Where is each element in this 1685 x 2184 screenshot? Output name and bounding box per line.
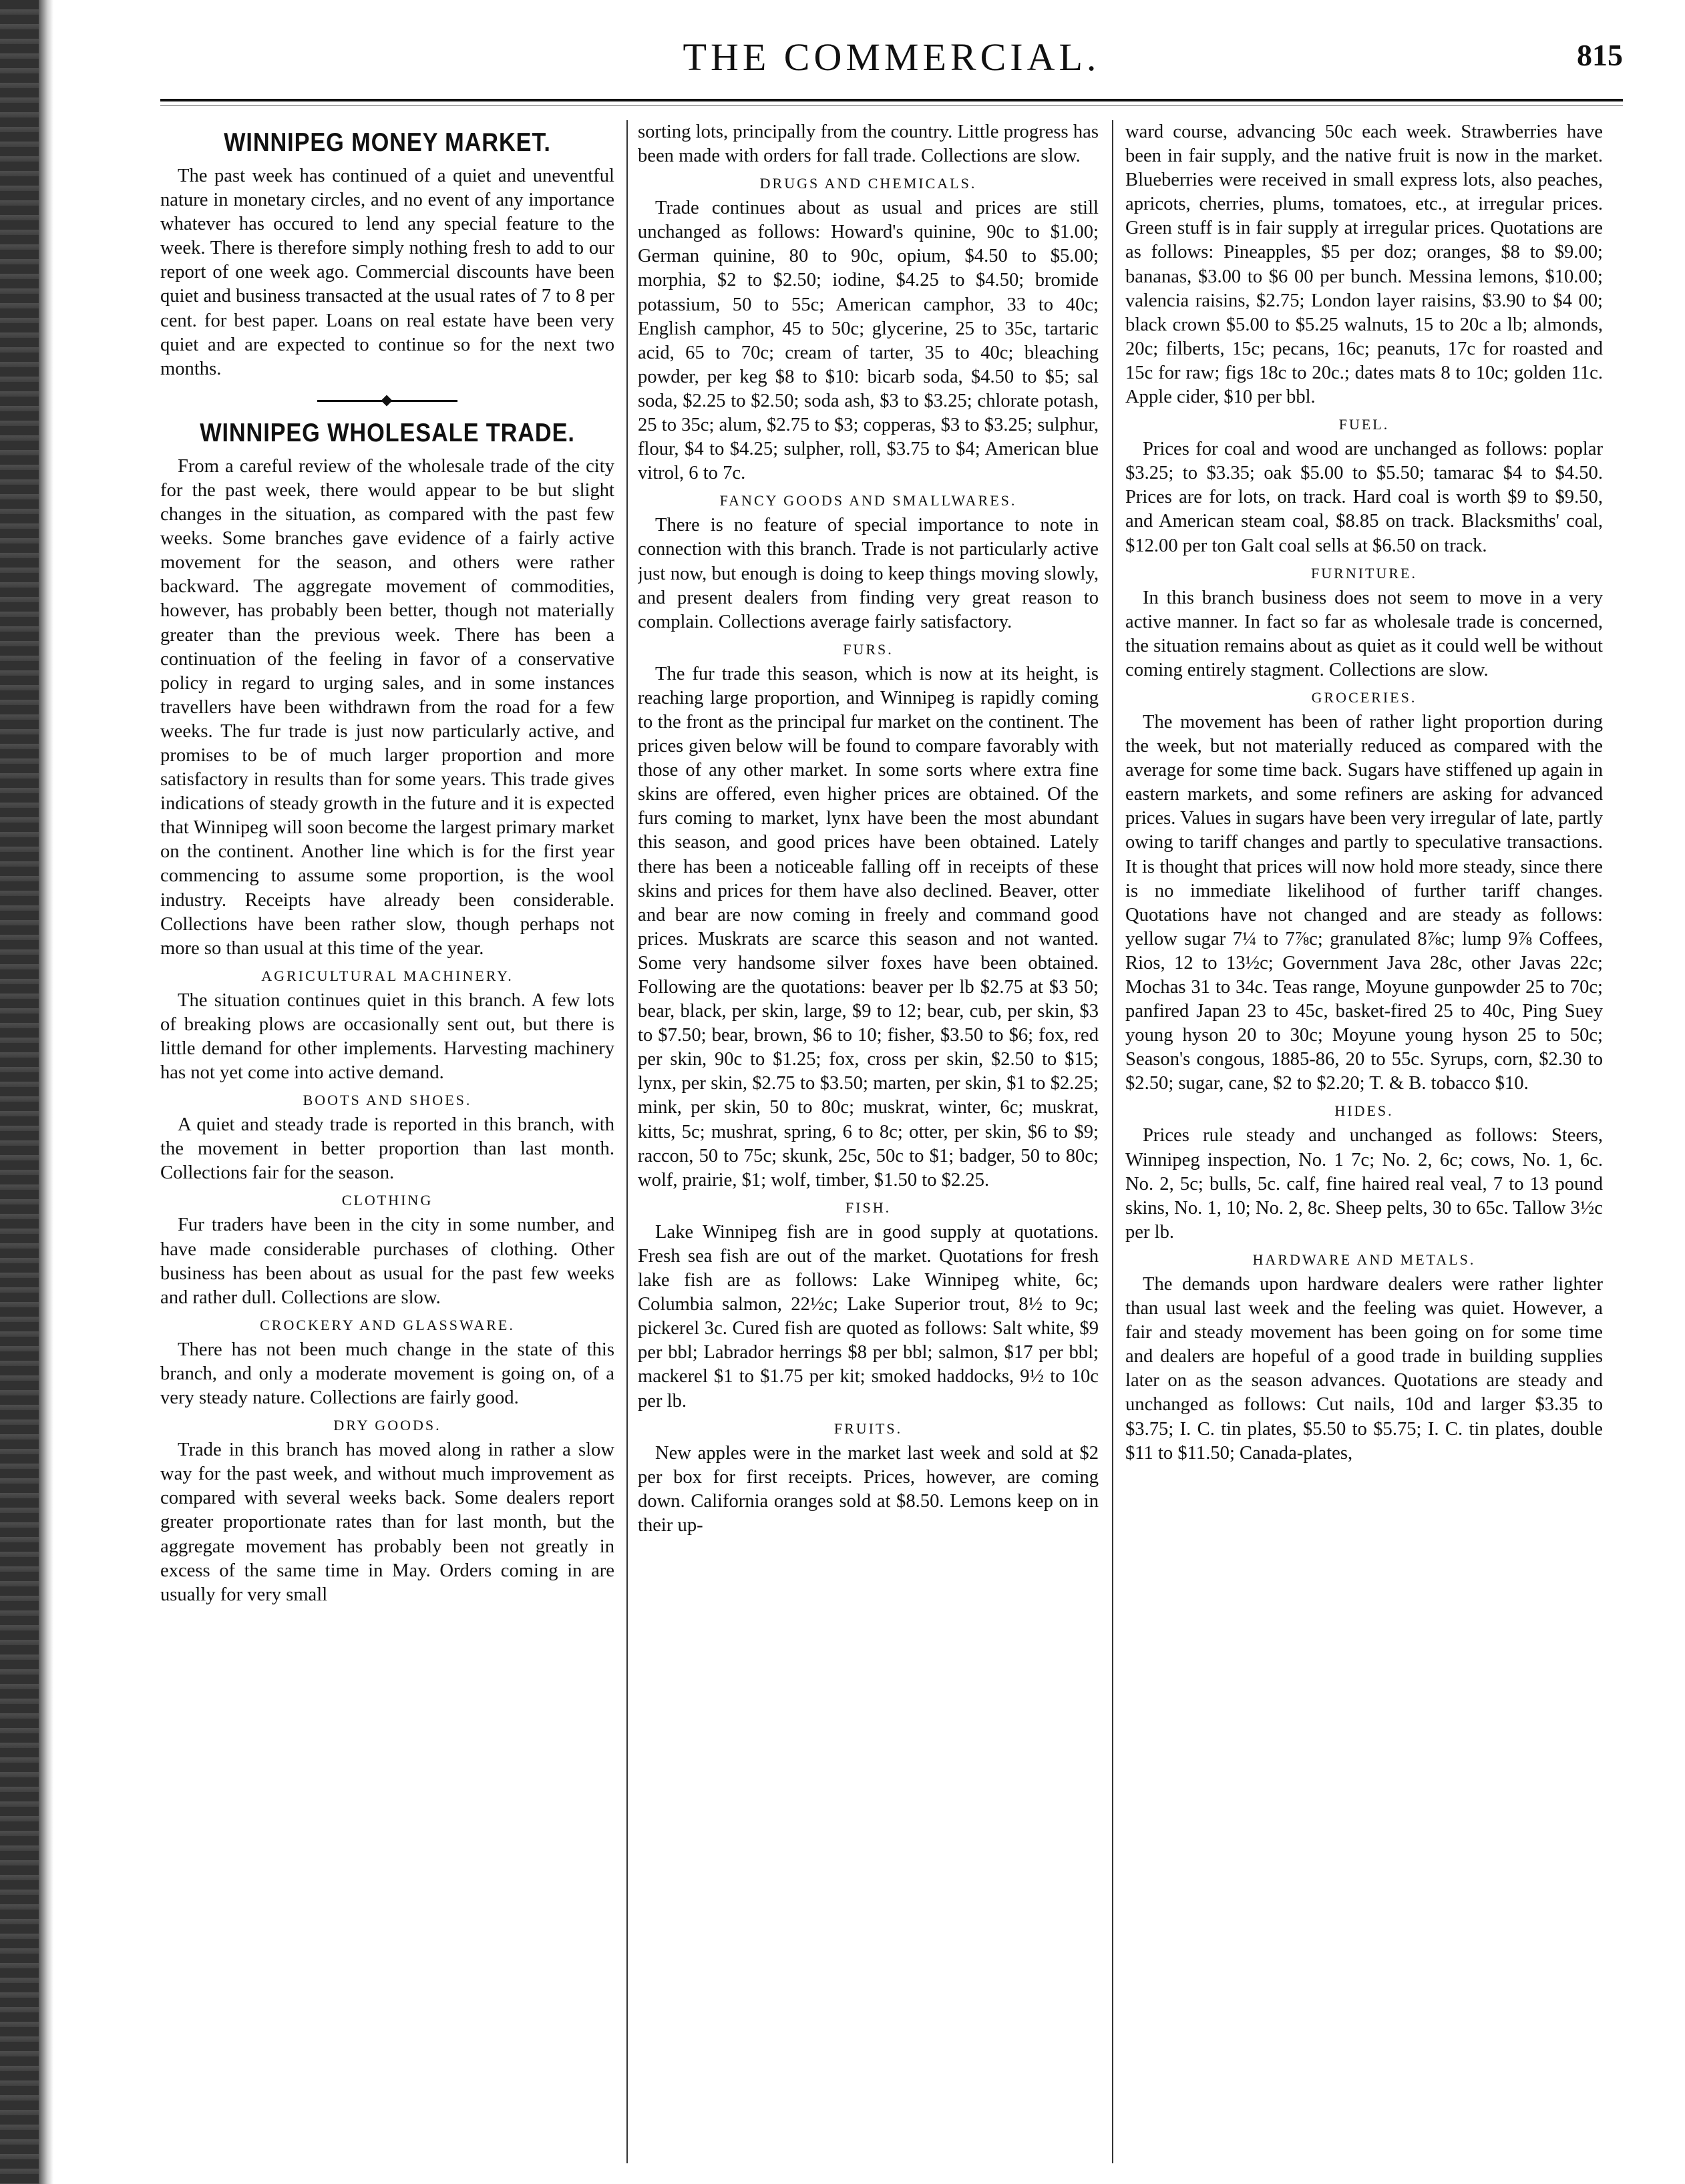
book-binding-edge bbox=[0, 0, 39, 2184]
publication-title: THE COMMERCIAL. bbox=[683, 35, 1101, 79]
column-divider-1 bbox=[626, 120, 628, 2163]
paragraph-dry-goods: Trade in this branch has moved along in rather a slow way for the past week, and without much improvement as compared with several weeks back. Some dealers report greater proportionate rates than for last month, but the aggregate movement has probably been not greatly in excess of the same time in May. Orders coming in are usually for very small bbox=[160, 1440, 614, 1605]
subheading-hides: HIDES. bbox=[1334, 1102, 1394, 1120]
paragraph-clothing: Fur traders have been in the city in some number, and have made considerable purchases of clothing. Other business has been about as usual for the past few weeks and rather dull. Collections are slow. bbox=[160, 1215, 614, 1308]
paragraph-money-market: The past week has continued of a quiet and uneventful nature in monetary circles, and no event of any importance whatever has occured to lend any special feature to the week. There is therefore simply nothing fresh to add to our report of one week ago. Commercial discounts have been quiet and business transacted at the usual rates of 7 to 8 per cent. for best paper. Loans on real estate have been very quiet and are expected to continue so for the next two months. bbox=[160, 166, 614, 379]
subheading-agricultural-machinery: AGRICULTURAL MACHINERY. bbox=[261, 967, 514, 984]
paragraph-groceries: The movement has been of rather light proportion during the week, but not materially reduced as compared with the average for some time back. Sugars have stiffened up again in eastern markets, and some refiners are asking for advanced prices. Values in sugars have been very irregular of late, partly owing to tariff changes and partly to speculative transactions. It is thought that prices will now hold more steady, since there is no immediate likelihood of further tariff changes. Quotations have not changed and are steady as follows: yellow sugar 7¼ to 7⅞c; granulated 8⅞c; lump 9⅞ Coffees, Rios, 12 to 13½c; Government Java 28c, other Javas 22c; Mochas 31 to 34c. Teas range, Moyune gunpowder 25 to 70c; panfired Japan 23 to 45c, basket-fired 25 to 40c, Ping Suey young hyson 20 to 30c; Moyune young hyson 25 to 50c; Season's congous, 1885-86, 20 to 55c. Syrups, corn, $2.30 to $2.50; sugar, cane, $2 to $2.20; T. & B. tobacco $10. bbox=[1125, 711, 1603, 1094]
subheading-fruits: FRUITS. bbox=[833, 1419, 903, 1437]
column-3 bbox=[1125, 120, 1603, 2163]
paragraph-hardware: The demands upon hardware dealers were rather lighter than usual last week and the feeling was quiet. However, a fair and steady movement has been going on for some time and dealers are hopeful of a good trade in building supplies later on as the season advances. Quotations are steady and unchanged as follows: Cut nails, 10d and larger $3.35 to $3.75; I. C. tin plates, $5.50 to $5.75; I. C. tin plates, double $11 to $11.50; Canada-plates, bbox=[1125, 1273, 1603, 1464]
paragraph-agricultural-machinery: The situation continues quiet in this branch. A few lots of breaking plows are occasionally sent out, but there is little demand for other implements. Harvesting machinery has not yet come into active demand. bbox=[160, 990, 614, 1084]
paragraph-boots-and-shoes: A quiet and steady trade is reported in this branch, with the movement in better proportion than last month. Collections fair for the season. bbox=[160, 1114, 614, 1184]
subheading-drugs: DRUGS AND CHEMICALS. bbox=[759, 175, 977, 192]
subheading-groceries: GROCERIES. bbox=[1311, 688, 1417, 706]
paragraph-drugs: Trade continues about as usual and prices are still unchanged as follows: Howard's quinine, 90c to $1.00; German quinine, 80 to 90c, opium, $4.50 to $5.00; morphia, $2 to $2.50; iodine, $4.25 to $4.50; bromide potassium, 50 to 55c; American camphor, 33 to 40c; English camphor, 45 to 50c; glycerine, 25 to 35c, tartaric acid, 65 to 70c; cream of tarter, 35 to 40c; bleaching powder, per keg $8 to $10: bicarb soda, $4.50 to $5; sal soda, $2.25 to $2.50; soda ash, $3 to $3.25; chlorate potash, 25 to 35c; alum, $2.75 to $3; copperas, $3 to $3.25; sulphur, flour, $4 to $4.25; sulpher, roll, $3.75 to $4; American blue vitrol, 6 to 7c. bbox=[638, 198, 1099, 484]
section-ornament bbox=[160, 393, 614, 405]
subheading-hardware: HARDWARE AND METALS. bbox=[1252, 1251, 1476, 1268]
subheading-clothing: CLOTHING bbox=[341, 1192, 433, 1209]
subheading-dry-goods: DRY GOODS. bbox=[333, 1417, 441, 1434]
paragraph-fruits-continued: ward course, advancing 50c each week. Strawberries have been in fair supply, and the native fruit is now in the market. Blueberries were received in small express lots, also peaches, apricots, cherries, plums, tomatoes, etc., at irregular prices. Green stuff is in fair supply at irregular prices. Quotations are as follows: Pineapples, $5 per doz; oranges, $8 to $9.00; bananas, $3.00 to $6 00 per bunch. Messina lemons, $10.00; valencia raisins, $2.75; London layer raisins, $3.90 to $4 00; black crown $5.00 to $5.25 walnuts, 15 to 20c a lb; almonds, 20c; filberts, 15c; pecans, 16c; peanuts, 17c for roasted and 15c for raw; figs 18c to 20c.; dates mats 8 to 10c; golden 11c. Apple cider, $10 per bbl. bbox=[1125, 122, 1603, 408]
header-rule-thin bbox=[160, 105, 1623, 106]
page-header bbox=[160, 35, 1623, 95]
subheading-fuel: FUEL. bbox=[1338, 416, 1390, 433]
paragraph-fancy-goods: There is no feature of special importance to note in connection with this branch. Trade is not particularly active just now, but enough is doing to keep things moving slowly, and present dealers from finding very great reason to complain. Collections average fairly satisfactory. bbox=[638, 515, 1099, 632]
subheading-furs: FURS. bbox=[843, 640, 894, 658]
paragraph-fruits: New apples were in the market last week and sold at $2 per box for first receipts. Prices, however, are coming down. California oranges sold at $8.50. Lemons keep on in their up- bbox=[638, 1442, 1099, 1536]
subheading-boots-and-shoes: BOOTS AND SHOES. bbox=[303, 1092, 472, 1109]
paragraph-hides: Prices rule steady and unchanged as follows: Steers, Winnipeg inspection, No. 1 7c; No. 2, 6c; cows, No. 1, 6c. No. 2, 5c; bulls, 5c. calf, fine haired real veal, 7 to 13 pound skins, No. 1, 10; No. 2, 8c. Sheep pelts, 30 to 65c. Tallow 3½c per lb. bbox=[1125, 1125, 1603, 1243]
subheading-fish: FISH. bbox=[845, 1198, 892, 1216]
paragraph-fish: Lake Winnipeg fish are in good supply at quotations. Fresh sea fish are out of the market. Quotations for fresh lake fish are as follows: Lake Winnipeg white, 6c; Columbia salmon, 22½c; Lake Superior trout, 8½ to 9c; pickerel 3c. Cured fish are quoted as follows: Salt white, $9 per bbl; Labrador herrings $8 per bbl; salmon, $17 per bbl; mackerel $1 to $1.75 per kit; smoked haddocks, 9½ to 10c per lb. bbox=[638, 1221, 1099, 1411]
subheading-fancy-goods: FANCY GOODS AND SMALLWARES. bbox=[719, 492, 1017, 509]
column-divider-2 bbox=[1112, 120, 1113, 2163]
page-gutter-shadow bbox=[39, 0, 53, 2184]
paragraph-furniture: In this branch business does not seem to move in a very active manner. In fact so far as wholesale trade is concerned, the situation remains about as quiet as it could well be without coming entirely stagment. Collections are slow. bbox=[1125, 587, 1603, 680]
paragraph-furs: The fur trade this season, which is now at its height, is reaching large proportion, and Winnipeg is rapidly coming to the front as the principal fur market on the continent. The prices given below will be found to compare favorably with those of any other market. In some sorts where extra fine skins are offered, even higher prices are obtained. Of the furs coming to market, lynx have been the most abundant this season, and good prices have been obtained. Lately there has been a noticeable falling off in receipts of these skins and prices for them have also declined. Beaver, otter and bear are now coming in freely and command good prices. Muskrats are scarce this season and not wanted. Some very handsome silver foxes have been obtained. Following are the quotations: beaver per lb $2.75 at $3 50; bear, black, per skin, large, $9 to 12; bear, cub, per skin, $3 to $7.50; bear, brown, $6 to 10; fisher, $3.50 to $6; fox, red per skin, 90c to $1.25; fox, cross per skin, $2.50 to $15; lynx, per skin, $2.75 to $3.50; marten, per skin, $1 to $2.25; mink, per skin, 50 to 80c; muskrat, winter, 6c; muskrat, kitts, 5c; mushrat, spring, 6 to 8c; otter, per skin, $6 to $9; raccon, 50 to 75c; skunk, 25c, 50c to $1; badger, 50 to 80c; wolf, prairie, $1; wolf, timber, $1.50 to $2.25. bbox=[638, 663, 1099, 1190]
paragraph-fuel: Prices for coal and wood are unchanged as follows: poplar $3.25; to $3.35; oak $5.00 to $5.50; tamarac $4 to $4.50. Prices are for lots, on track. Hard coal is worth $9 to $9.50, and American steam coal, $8.85 on track. Blacksmiths' coal, $12.00 per ton Galt coal sells at $6.50 on track. bbox=[1125, 439, 1603, 556]
header-rule bbox=[160, 99, 1623, 101]
heading-money-market: WINNIPEG MONEY MARKET. bbox=[224, 128, 551, 157]
paragraph-dry-goods-continued: sorting lots, principally from the country. Little progress has been made with orders for fall trade. Collections are slow. bbox=[638, 122, 1099, 167]
paragraph-crockery: There has not been much change in the state of this branch, and only a moderate movement is going on, of a very steady nature. Collections are fairly good. bbox=[160, 1339, 614, 1409]
heading-wholesale-trade: WINNIPEG WHOLESALE TRADE. bbox=[200, 418, 575, 447]
subheading-furniture: FURNITURE. bbox=[1311, 564, 1417, 582]
page-number: 815 bbox=[1577, 38, 1623, 72]
paragraph-wholesale-trade: From a careful review of the wholesale trade of the city for the past week, there would appear to be but slight changes in the situation, as compared with the past few weeks. Some branches gave evidence of a fairly active movement for the season, and others were rather backward. The aggregate movement of commodities, however, has probably been better, though not materially greater than the previous week. There has been a continuation of the feeling in favor of a conservative policy in regard to urging sales, and in some instances travellers have been withdrawn from the road for a few weeks. The fur trade is just now particularly active, and promises to be of much larger proportion and more satisfactory in results than for some years. This trade gives indications of steady growth in the future and it is expected that Winnipeg will soon become the largest primary market on the continent. Another line which is for the first year commencing to assume some proportion, is the wool industry. Receipts have already been considerable. Collections have been rather slow, though perhaps not more so than usual at this time of the year. bbox=[160, 455, 614, 959]
column-1 bbox=[160, 120, 614, 2163]
column-2 bbox=[638, 120, 1099, 2163]
subheading-crockery: CROCKERY AND GLASSWARE. bbox=[260, 1316, 515, 1333]
